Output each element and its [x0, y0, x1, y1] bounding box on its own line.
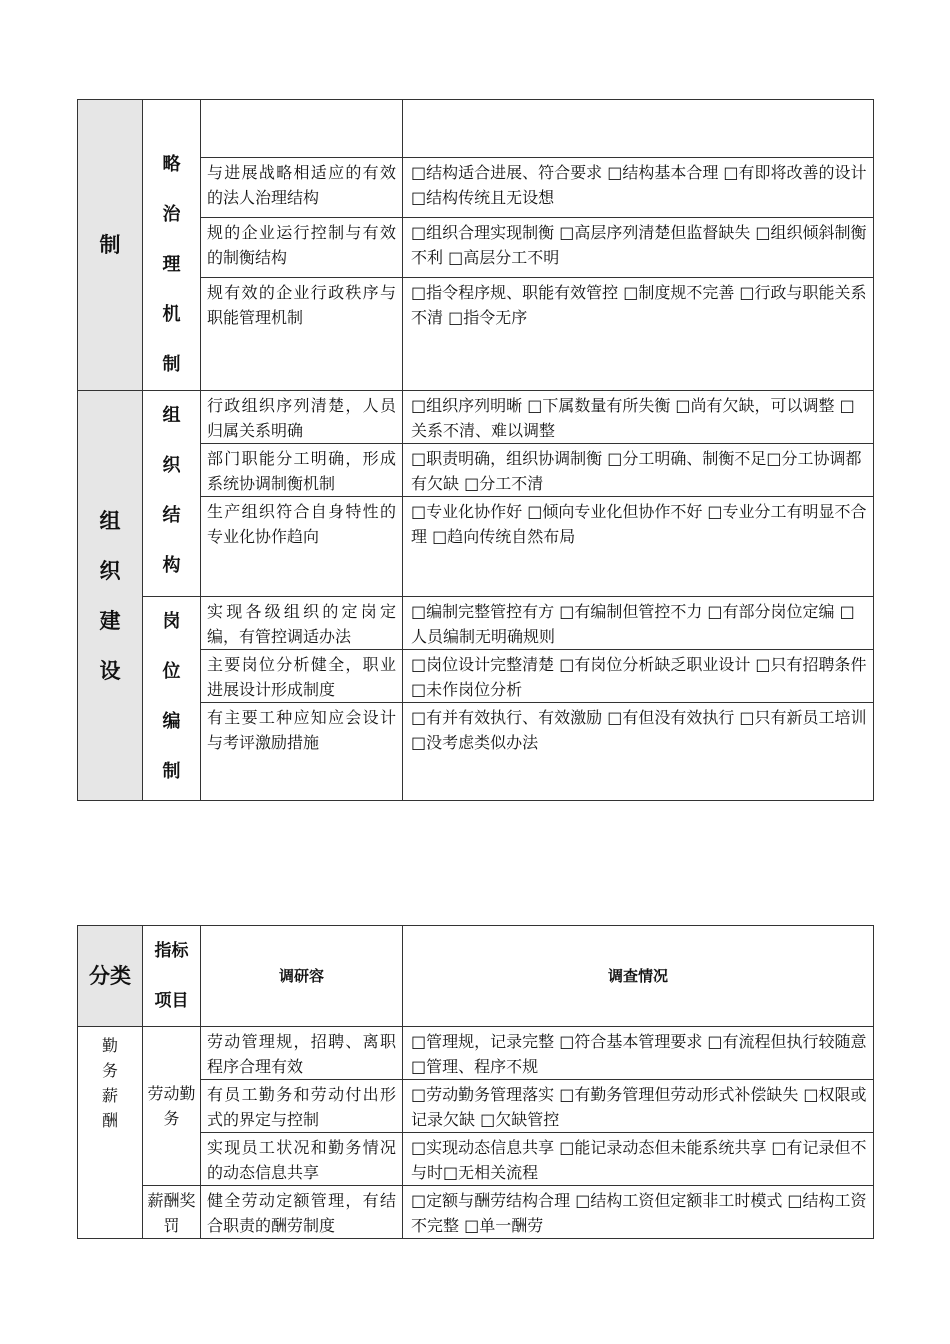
- status-cell: □管理规，记录完整 □符合基本管理要求 □有流程但执行较随意□管理、程序不规: [403, 1027, 874, 1080]
- header-content-label: 调研容: [278, 966, 324, 985]
- content-cell: 劳动管理规，招聘、离职程序合理有效: [201, 1027, 403, 1080]
- status-cell: □岗位设计完整清楚 □有岗位分析缺乏职业设计 □只有招聘条件 □未作岗位分析: [403, 650, 874, 703]
- category-cell: [78, 391, 143, 801]
- header-status-label: 调查情况: [607, 966, 668, 985]
- category-label: 制: [99, 232, 121, 257]
- header-status: [403, 926, 874, 1027]
- indicator-label: 岗位编制: [162, 611, 181, 782]
- content-cell: 健全劳动定额管理，有结合职责的酬劳制度: [201, 1186, 403, 1239]
- status-cell: □专业化协作好 □倾向专业化但协作不好 □专业分工有明显不合理 □趋向传统自然布局: [403, 497, 874, 597]
- content-cell: 与进展战略相适应的有效的法人治理结构: [201, 157, 403, 217]
- indicator-cell: [143, 597, 201, 801]
- survey-table-2: [77, 925, 874, 1239]
- content-cell: 有员工勤务和劳动付出形式的界定与控制: [201, 1080, 403, 1133]
- indicator-cell: [143, 1186, 201, 1239]
- content-cell: 实现员工状况和勤务情况的动态信息共享: [201, 1133, 403, 1186]
- status-cell: □指令程序规、职能有效管控 □制度规不完善 □行政与职能关系不清 □指令无序: [403, 277, 874, 390]
- status-cell: □职责明确，组织协调制衡 □分工明确、制衡不足□分工协调都有欠缺 □分工不清: [403, 444, 874, 497]
- status-cell: □有并有效执行、有效激励 □有但没有效执行 □只有新员工培训□没考虑类似办法: [403, 703, 874, 801]
- status-cell: □实现动态信息共享 □能记录动态但未能系统共享 □有记录但不与时□无相关流程: [403, 1133, 874, 1186]
- status-cell: □组织序列明晰 □下属数量有所失衡 □尚有欠缺，可以调整 □关系不清、难以调整: [403, 391, 874, 444]
- content-cell: 生产组织符合自身特性的专业化协作趋向: [201, 497, 403, 597]
- content-cell: [201, 100, 403, 158]
- header-category-label: 分类: [89, 963, 131, 988]
- header-category: [78, 926, 143, 1027]
- indicator-label: 劳动勤务: [147, 1084, 196, 1128]
- content-cell: 规有效的企业行政秩序与职能管理机制: [201, 277, 403, 390]
- category-label: 勤务薪酬: [101, 1036, 118, 1130]
- status-cell: □结构适合进展、符合要求 □结构基本合理 □有即将改善的设计 □结构传统且无设想: [403, 157, 874, 217]
- indicator-label: 薪酬奖罚: [147, 1191, 196, 1235]
- survey-table-1: [77, 99, 874, 801]
- indicator-label: 略治理机制: [162, 154, 181, 375]
- content-cell: 行政组织序列清楚，人员归属关系明确: [201, 391, 403, 444]
- indicator-cell: [143, 1027, 201, 1186]
- status-cell: □组织合理实现制衡 □高层序列清楚但监督缺失 □组织倾斜制衡不利 □高层分工不明: [403, 217, 874, 277]
- category-label: 组织建设: [99, 508, 121, 683]
- content-cell: 部门职能分工明确，形成系统协调制衡机制: [201, 444, 403, 497]
- header-content: [201, 926, 403, 1027]
- status-cell: □定额与酬劳结构合理 □结构工资但定额非工时模式 □结构工资不完整 □单一酬劳: [403, 1186, 874, 1239]
- content-cell: 规的企业运行控制与有效的制衡结构: [201, 217, 403, 277]
- content-cell: 实现各级组织的定岗定编，有管控调适办法: [201, 597, 403, 650]
- status-cell: [403, 100, 874, 158]
- header-indicator: [143, 926, 201, 1027]
- content-cell: 主要岗位分析健全，职业进展设计形成制度: [201, 650, 403, 703]
- category-cell: [78, 1027, 143, 1239]
- header-indicator-label: 指标项目: [154, 941, 189, 1011]
- content-cell: 有主要工种应知应会设计与考评激励措施: [201, 703, 403, 801]
- status-cell: □劳动勤务管理落实 □有勤务管理但劳动形式补偿缺失 □权限或记录欠缺 □欠缺管控: [403, 1080, 874, 1133]
- indicator-cell: [143, 391, 201, 597]
- indicator-label: 组织结构: [162, 405, 181, 576]
- status-cell: □编制完整管控有方 □有编制但管控不力 □有部分岗位定编 □人员编制无明确规则: [403, 597, 874, 650]
- indicator-cell: [143, 100, 201, 391]
- category-cell: [78, 100, 143, 391]
